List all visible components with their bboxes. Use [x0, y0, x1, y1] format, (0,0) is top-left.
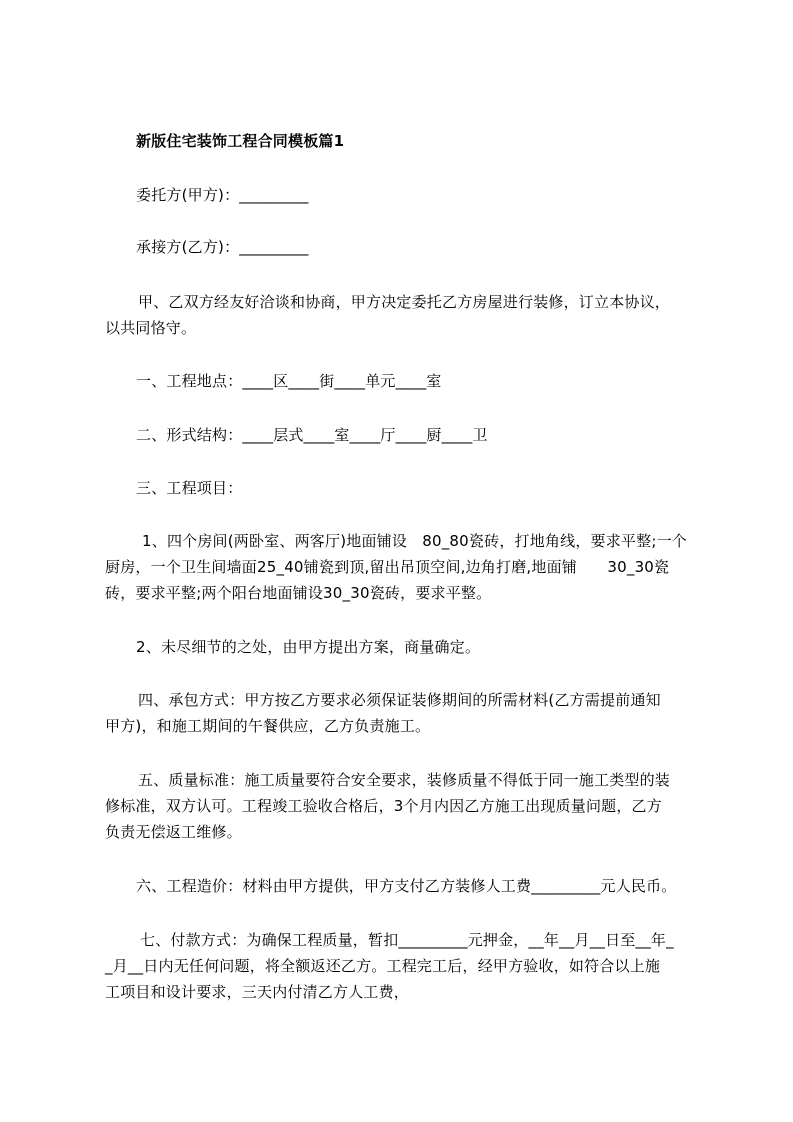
- intro-line-2: 以共同恪守。: [105, 319, 197, 337]
- clause-structure: 二、形式结构：____层式____室____厅____厨____卫: [136, 426, 488, 444]
- intro-line-1: 甲、乙双方经友好洽谈和协商，甲方决定委托乙方房屋进行装修，订立本协议，: [138, 293, 671, 311]
- item2: 2、未尽细节的之处，由甲方提出方案，商量确定。: [136, 638, 481, 656]
- contractor-party: 承接方(乙方)：_________: [136, 238, 309, 256]
- quality-line-3: 负责无偿返工维修。: [105, 823, 242, 841]
- item1-line-2: 厨房，一个卫生间墙面25_40铺瓷到顶,留出吊顶空间,边角打磨,地面铺 30_30瓷: [105, 558, 670, 576]
- payment-line-1: 七、付款方式：为确保工程质量，暂扣_________元押金，__年__月__日至__年_: [140, 931, 674, 949]
- clause-items-heading: 三、工程项目：: [136, 479, 243, 497]
- document-title: 新版住宅装饰工程合同模板篇1: [136, 132, 345, 150]
- clause-location: 一、工程地点：____区____街____单元____室: [136, 372, 442, 390]
- item1-line-3: 砖，要求平整;两个阳台地面铺设30_30瓷砖，要求平整。: [105, 584, 492, 602]
- client-party: 委托方(甲方)：_________: [136, 186, 309, 204]
- clause-cost: 六、工程造价：材料由甲方提供，甲方支付乙方装修人工费_________元人民币。: [136, 877, 677, 895]
- contracting-line-1: 四、承包方式：甲方按乙方要求必须保证装修期间的所需材料(乙方需提前通知: [138, 691, 661, 709]
- payment-line-2: _月__日内无任何问题，将全额返还乙方。工程完工后，经甲方验收，如符合以上施: [105, 957, 661, 975]
- item1-line-1: 1、四个房间(两卧室、两客厅)地面铺设 80_80瓷砖，打地角线，要求平整;一个: [142, 532, 687, 550]
- payment-line-3: 工项目和设计要求，三天内付清乙方人工费，: [105, 983, 410, 1001]
- quality-line-2: 修标准，双方认可。工程竣工验收合格后，3个月内因乙方施工出现质量问题，乙方: [105, 797, 662, 815]
- quality-line-1: 五、质量标准：施工质量要符合安全要求，装修质量不得低于同一施工类型的装: [138, 771, 671, 789]
- contracting-line-2: 甲方)，和施工期间的午餐供应，乙方负责施工。: [105, 717, 431, 735]
